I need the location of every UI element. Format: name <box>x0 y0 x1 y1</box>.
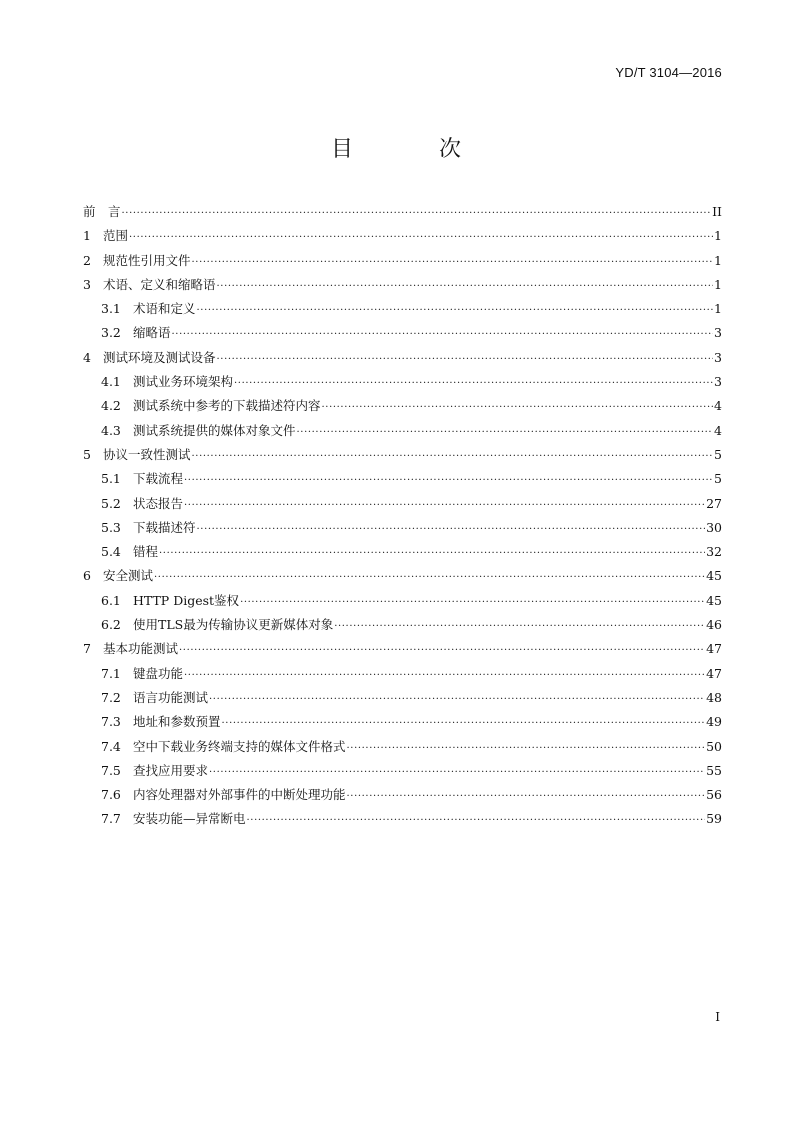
toc-entry-label: 前 言 <box>83 204 121 219</box>
toc-entry-page: 50 <box>706 738 722 754</box>
toc-entry[interactable] <box>83 761 722 785</box>
toc-leader-dots <box>184 475 713 486</box>
toc-entry-label: 地址和参数预置 <box>133 714 221 730</box>
toc-leader-dots <box>217 281 714 292</box>
toc-entry-page: II <box>712 204 722 219</box>
toc-entry-number: 7.7 <box>101 811 121 827</box>
toc-entry-number: 1 <box>83 228 91 244</box>
toc-entry-label: 缩略语 <box>133 325 171 341</box>
toc-entry-number: 5 <box>83 446 91 462</box>
toc-entry-label: 协议一致性测试 <box>103 446 191 462</box>
toc-entry-page: 47 <box>706 641 722 657</box>
toc-leader-dots <box>217 354 714 365</box>
toc-entry-label: 语言功能测试 <box>133 689 209 705</box>
toc-entry-label: 查找应用要求 <box>133 762 209 778</box>
toc-entry-label: 范围 <box>103 228 129 244</box>
toc-entry-page: 47 <box>706 665 722 681</box>
toc-leader-dots <box>209 694 705 705</box>
toc-entry-label: 术语、定义和缩略语 <box>103 276 216 292</box>
toc-entry-page: 48 <box>706 689 722 705</box>
toc-leader-dots <box>234 378 713 389</box>
toc-entry[interactable] <box>83 688 722 712</box>
toc-entry-number: 4.2 <box>101 398 121 414</box>
toc-entry-number: 4.3 <box>101 422 121 438</box>
toc-entry-number: 6 <box>83 568 91 584</box>
toc-entry[interactable] <box>83 275 722 299</box>
toc-entry-page: 59 <box>706 811 722 827</box>
toc-entry-page: 45 <box>706 568 722 584</box>
toc-entry-page: 1 <box>714 276 722 292</box>
toc-entry[interactable] <box>83 445 722 469</box>
toc-entry-label: 安全测试 <box>103 568 154 584</box>
toc-entry-page: 1 <box>714 252 722 268</box>
toc-leader-dots <box>197 305 714 316</box>
toc-entry[interactable] <box>83 712 722 736</box>
toc-title: 目 次 <box>330 137 493 162</box>
toc-entry-number: 7.2 <box>101 689 121 705</box>
toc-leader-dots <box>197 524 706 535</box>
toc-entry-number: 7.1 <box>101 665 121 681</box>
toc-entry-page: 27 <box>706 495 722 511</box>
toc-entry-number: 3.2 <box>101 325 121 341</box>
toc-entry-label: 规范性引用文件 <box>103 252 191 268</box>
toc-entry[interactable] <box>83 396 722 420</box>
toc-entry-number: 6.1 <box>101 592 121 608</box>
toc-entry[interactable] <box>83 323 722 347</box>
toc-entry[interactable] <box>83 251 722 275</box>
toc-entry[interactable] <box>83 809 722 833</box>
toc-entry-number: 7.4 <box>101 738 121 754</box>
toc-entry[interactable] <box>83 372 722 396</box>
toc-entry-page: 5 <box>714 471 722 487</box>
toc-entry[interactable] <box>83 518 722 542</box>
toc-leader-dots <box>192 257 714 268</box>
toc-leader-dots <box>184 670 705 681</box>
toc-entry-number: 7.6 <box>101 787 121 803</box>
toc-entry-label: 状态报告 <box>133 495 184 511</box>
toc-entry-label: 测试环境及测试设备 <box>103 349 216 365</box>
toc-entry-page: 5 <box>714 446 722 462</box>
toc-leader-dots <box>322 402 714 413</box>
toc-leader-dots <box>129 232 713 243</box>
toc-entry[interactable] <box>83 542 722 566</box>
document-code: YD/T 3104—2016 <box>615 65 722 80</box>
table-of-contents <box>83 202 722 834</box>
toc-entry-page: 32 <box>706 544 722 560</box>
toc-entry[interactable] <box>83 591 722 615</box>
toc-entry[interactable] <box>83 299 722 323</box>
toc-leader-dots <box>247 815 706 826</box>
toc-leader-dots <box>347 791 706 802</box>
toc-entry[interactable] <box>83 421 722 445</box>
toc-leader-dots <box>192 451 714 462</box>
toc-entry-number: 5.1 <box>101 471 121 487</box>
toc-entry-label: 错程 <box>133 544 159 560</box>
toc-entry-number: 4.1 <box>101 374 121 390</box>
toc-leader-dots <box>122 208 712 219</box>
toc-entry-number: 7 <box>83 641 91 657</box>
toc-entry-page: 49 <box>706 714 722 730</box>
toc-entry[interactable] <box>83 664 722 688</box>
toc-entry-page: 4 <box>714 398 722 414</box>
toc-leader-dots <box>184 500 705 511</box>
page-number: I <box>715 1010 720 1024</box>
toc-entry-label: 基本功能测试 <box>103 641 179 657</box>
toc-entry-number: 6.2 <box>101 617 121 633</box>
toc-entry[interactable] <box>83 566 722 590</box>
toc-entry-number: 5.4 <box>101 544 121 560</box>
toc-entry-label: 安装功能—异常断电 <box>133 811 246 827</box>
toc-entry-page: 56 <box>706 787 722 803</box>
toc-leader-dots <box>240 597 705 608</box>
toc-entry[interactable] <box>83 469 722 493</box>
toc-entry-label: 使用TLS最为传输协议更新媒体对象 <box>133 617 334 633</box>
toc-entry-number: 3.1 <box>101 301 121 317</box>
toc-entry-number: 5.2 <box>101 495 121 511</box>
toc-entry-label: 下载描述符 <box>133 519 196 535</box>
toc-entry-page: 3 <box>714 325 722 341</box>
toc-leader-dots <box>334 621 705 632</box>
toc-entry-page: 46 <box>706 617 722 633</box>
toc-entry-label: 测试业务环境架构 <box>133 374 234 390</box>
toc-entry-label: HTTP Digest鉴权 <box>133 592 240 608</box>
toc-entry-label: 术语和定义 <box>133 301 196 317</box>
toc-entry-number: 3 <box>83 276 91 292</box>
toc-entry[interactable] <box>83 737 722 761</box>
toc-entry-page: 4 <box>714 422 722 438</box>
toc-entry-label: 测试系统提供的媒体对象文件 <box>133 422 296 438</box>
toc-entry-page: 1 <box>714 301 722 317</box>
toc-entry-number: 7.5 <box>101 762 121 778</box>
toc-entry-page: 3 <box>714 349 722 365</box>
toc-entry-page: 55 <box>706 762 722 778</box>
toc-entry[interactable] <box>83 615 722 639</box>
toc-entry[interactable] <box>83 785 722 809</box>
toc-entry[interactable] <box>83 494 722 518</box>
toc-leader-dots <box>154 572 705 583</box>
toc-leader-dots <box>179 645 705 656</box>
toc-entry[interactable] <box>83 226 722 250</box>
toc-entry-label: 测试系统中参考的下载描述符内容 <box>133 398 321 414</box>
toc-leader-dots <box>222 718 706 729</box>
toc-entry-label: 键盘功能 <box>133 665 184 681</box>
toc-entry-label: 内容处理器对外部事件的中断处理功能 <box>133 787 346 803</box>
toc-entry[interactable] <box>83 202 722 226</box>
toc-leader-dots <box>297 427 714 438</box>
toc-entry-number: 4 <box>83 349 91 365</box>
toc-entry-page: 3 <box>714 374 722 390</box>
toc-entry-page: 30 <box>706 519 722 535</box>
toc-leader-dots <box>159 548 705 559</box>
toc-leader-dots <box>209 767 705 778</box>
toc-entry-page: 1 <box>714 228 722 244</box>
toc-entry-label: 下载流程 <box>133 471 184 487</box>
toc-entry-label: 空中下载业务终端支持的媒体文件格式 <box>133 738 346 754</box>
toc-leader-dots <box>172 329 714 340</box>
toc-entry-number: 2 <box>83 252 91 268</box>
toc-entry-number: 7.3 <box>101 714 121 730</box>
toc-leader-dots <box>347 743 706 754</box>
toc-entry-number: 5.3 <box>101 519 121 535</box>
toc-entry[interactable] <box>83 639 722 663</box>
toc-entry[interactable] <box>83 348 722 372</box>
toc-entry-page: 45 <box>706 592 722 608</box>
